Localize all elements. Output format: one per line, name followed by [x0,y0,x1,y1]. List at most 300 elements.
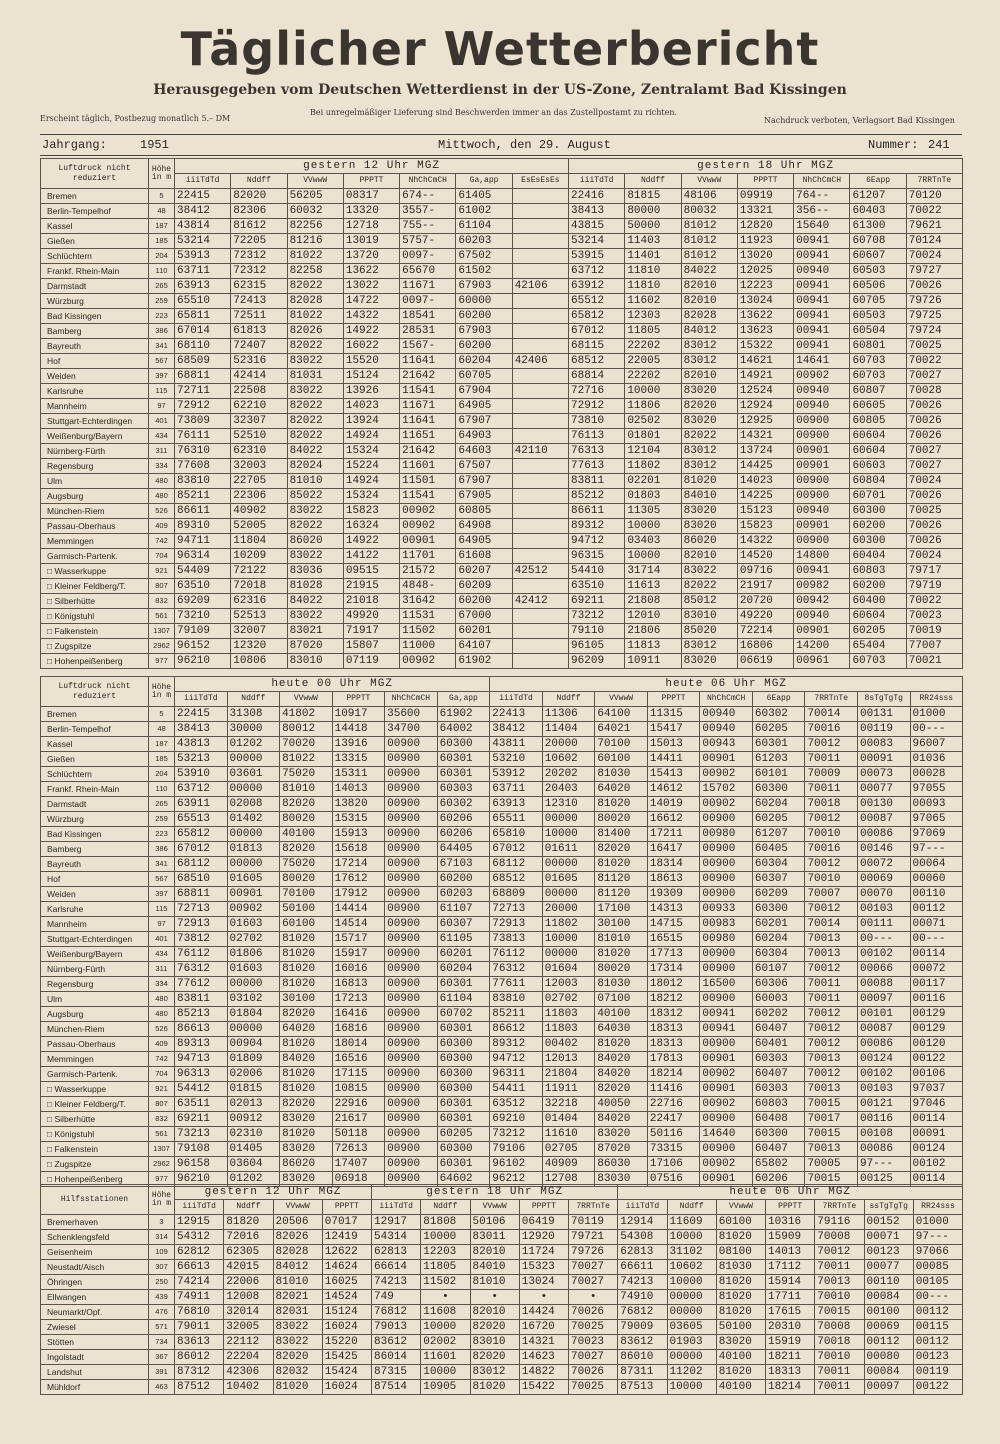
observation-code: 00900 [700,812,753,827]
observation-code: 12708 [542,1172,595,1187]
observation-code: 70013 [805,1082,858,1097]
observation-code: 72205 [231,234,287,249]
table-row [41,1157,963,1172]
observation-code: 15422 [519,1380,568,1395]
observation-code: 08100 [716,1245,765,1260]
observations-table-today [40,676,963,1187]
observation-code: 83012 [681,354,737,369]
observation-code: 00000 [227,977,280,992]
observation-code: 00110 [864,1275,913,1290]
observation-code: 60032 [287,204,343,219]
observation-code: 82028 [273,1245,322,1260]
station-height: 223 [149,309,175,324]
observation-code: 30000 [227,722,280,737]
observation-code: 18313 [766,1365,815,1380]
code-column-header: PPPTT [519,1200,568,1215]
observation-code: 84022 [681,264,737,279]
observation-code: 12622 [322,1245,371,1260]
observation-code [512,549,568,564]
code-column-header: 6Eapp [752,692,805,707]
observation-code: 00900 [385,902,438,917]
observation-code: 77612 [175,977,228,992]
observation-code: 15913 [332,827,385,842]
station-name: Augsburg [41,1007,149,1022]
observation-code: 83020 [595,1127,648,1142]
observation-code: 53915 [569,249,625,264]
station-name: □ Hohenpeißenberg [41,1172,149,1187]
observation-code: 60304 [752,857,805,872]
observation-code: 0097- [400,249,456,264]
observation-code: 00028 [910,767,963,782]
observation-code: 00983 [700,917,753,932]
observation-code: 00087 [857,1022,910,1037]
table-row [41,1127,963,1142]
table-row [41,1082,963,1097]
observation-code: 70025 [906,504,962,519]
observation-code: 82020 [280,1097,333,1112]
station-height: 110 [149,264,175,279]
station-height: 48 [149,722,175,737]
observation-code: 14641 [794,354,850,369]
observation-code: 00130 [857,797,910,812]
observation-code: 81020 [280,1082,333,1097]
station-name: Berlin-Tempelhof [41,722,149,737]
observation-code: 60705 [456,369,512,384]
observation-code: 00129 [910,1007,963,1022]
observation-code: 20000 [542,902,595,917]
observation-code: 61104 [437,992,490,1007]
observation-code: 00900 [794,534,850,549]
observation-code: 10602 [667,1260,716,1275]
table-row [41,369,963,384]
observation-code: 60803 [850,564,906,579]
observation-code: 00900 [794,474,850,489]
observation-code: 13622 [737,309,793,324]
observation-code: 01000 [910,707,963,722]
observation-code: 87512 [175,1380,224,1395]
observation-code: 22005 [625,354,681,369]
observation-code [512,309,568,324]
observation-code: 00121 [857,1097,910,1112]
observation-code: 11609 [667,1215,716,1230]
observation-code: 67903 [456,279,512,294]
code-column-header: EsEsEsEs [512,174,568,189]
observation-code: 11671 [400,279,456,294]
observation-code: 10000 [625,519,681,534]
observation-code: 81030 [716,1260,765,1275]
observation-code: 79727 [906,264,962,279]
observation-code: 96212 [490,1172,543,1187]
observation-code: 10209 [231,549,287,564]
observation-code: 83020 [681,504,737,519]
observation-code: 60703 [850,369,906,384]
observation-code: 764-- [794,189,850,204]
station-name: Nürnberg-Fürth [41,444,149,459]
observation-code: 14013 [766,1245,815,1260]
observation-code [512,294,568,309]
issue-date: Mittwoch, den 29. August [438,138,611,152]
station-height: 341 [149,339,175,354]
observation-code: 22413 [490,707,543,722]
station-height: 223 [149,827,175,842]
observation-code: 82010 [681,369,737,384]
observation-code: 60403 [850,204,906,219]
observation-code: 22416 [569,189,625,204]
observation-code: 79109 [175,624,231,639]
observation-code: 60300 [850,504,906,519]
station-name: Neumarkt/Opf. [41,1305,149,1320]
observation-code: 42406 [512,354,568,369]
observation-code: 00112 [913,1335,962,1350]
observation-code: 60200 [850,579,906,594]
observation-code: 60701 [850,489,906,504]
observation-code: 00900 [385,1082,438,1097]
station-height: 204 [149,249,175,264]
observation-code: 79108 [175,1142,228,1157]
observation-code: 81020 [280,1037,333,1052]
observation-code: 73809 [175,414,231,429]
observation-code: 60604 [850,609,906,624]
observation-code: 00900 [385,797,438,812]
observation-code: 97--- [913,1230,962,1245]
observation-code: 60405 [752,842,805,857]
observation-code: 70024 [906,249,962,264]
observation-code: 0097- [400,294,456,309]
observation-code: 14612 [647,782,700,797]
observation-code: 00000 [542,812,595,827]
observation-code: 60301 [437,767,490,782]
observation-code: 94712 [569,534,625,549]
observation-code: 00102 [910,1157,963,1172]
observation-code: 70012 [805,812,858,827]
observation-code: 70027 [906,459,962,474]
observation-code [512,474,568,489]
observation-code: 60206 [437,827,490,842]
observation-code: 00900 [385,1067,438,1082]
observation-code: 00112 [910,902,963,917]
observation-code: 02008 [227,797,280,812]
observation-code: 73210 [175,609,231,624]
observation-code: 82020 [595,842,648,857]
observation-code: 97069 [910,827,963,842]
observation-code: 15425 [322,1350,371,1365]
observation-code: 10000 [542,932,595,947]
observation-code: 50100 [280,902,333,917]
observation-code: 96105 [569,639,625,654]
station-name: Frankf. Rhein-Main [41,264,149,279]
observation-code: 11813 [625,639,681,654]
observation-code: 21806 [625,624,681,639]
observation-code: 00900 [385,752,438,767]
observation-code: 73212 [490,1127,543,1142]
station-height: 921 [149,564,175,579]
observation-code: 11404 [542,722,595,737]
observation-code: 12920 [519,1230,568,1245]
observation-code: 83012 [470,1365,519,1380]
observation-code: 17314 [647,962,700,977]
observation-code: 94711 [175,534,231,549]
observation-code: 79110 [569,624,625,639]
observation-code: 67907 [456,474,512,489]
observation-code: 00000 [542,947,595,962]
observation-code: 08317 [343,189,399,204]
observation-code: 10000 [421,1320,470,1335]
observation-code: 3557- [400,204,456,219]
observation-code: 97--- [857,1157,910,1172]
station-name: □ Falkenstein [41,624,149,639]
observation-code: 79726 [569,1245,618,1260]
observation-code: 10000 [421,1365,470,1380]
station-height: 265 [149,279,175,294]
observation-code: 16024 [322,1380,371,1395]
observation-code: 14624 [322,1260,371,1275]
observation-code: 83022 [681,564,737,579]
observation-code: 64107 [456,639,512,654]
observation-code: 00000 [667,1305,716,1320]
observation-code: 83810 [175,474,231,489]
table-row [41,1275,963,1290]
observation-code: 00941 [700,1007,753,1022]
station-name: Gießen [41,234,149,249]
station-name: Würzburg [41,812,149,827]
observation-code: 89313 [175,1037,228,1052]
observation-code: 00900 [385,1157,438,1172]
table-row [41,1320,963,1335]
observation-code: 81010 [280,782,333,797]
observation-code: 60703 [850,654,906,669]
observation-code: 00000 [667,1350,716,1365]
observation-code: 00901 [700,752,753,767]
observation-code: 70011 [805,977,858,992]
observation-code: 00900 [700,872,753,887]
nummer-value: 241 [928,138,950,152]
observation-code: 76313 [569,444,625,459]
table-row [41,1097,963,1112]
observation-code: 54411 [490,1082,543,1097]
observation-code: 43814 [175,219,231,234]
table-row [41,1067,963,1082]
observation-code: 53910 [175,767,228,782]
observation-code: 11305 [625,504,681,519]
observation-code: 82306 [231,204,287,219]
observation-code: 83811 [569,474,625,489]
station-name: Frankf. Rhein-Main [41,782,149,797]
observation-code: 60100 [280,917,333,932]
observation-code: 22716 [647,1097,700,1112]
observation-code: 70016 [805,722,858,737]
observation-code: 13622 [343,264,399,279]
observation-code: 83020 [681,519,737,534]
observation-code: 02702 [227,932,280,947]
observation-code: 00091 [910,1127,963,1142]
observation-code: 64602 [437,1172,490,1187]
observation-code: 15124 [322,1305,371,1320]
observation-code: 60801 [850,339,906,354]
observation-code: 74911 [175,1290,224,1305]
observation-code: 18214 [647,1067,700,1082]
observation-code: 60304 [752,947,805,962]
observation-code: 60201 [437,947,490,962]
observation-code: 00900 [700,857,753,872]
observation-code: 70017 [805,1112,858,1127]
observation-code: 60203 [437,887,490,902]
observation-code: 81020 [595,1037,648,1052]
station-height: 476 [149,1305,175,1320]
station-height: 526 [149,504,175,519]
code-column-header: Nddff [227,692,280,707]
observation-code: 70013 [815,1275,864,1290]
observation-code: 60301 [437,1157,490,1172]
observation-code: 22006 [224,1275,273,1290]
station-name: □ Königstuhl [41,1127,149,1142]
observation-code: 60202 [752,1007,805,1022]
observation-code: 02006 [227,1067,280,1082]
observation-code: 01803 [625,489,681,504]
observation-code: 14924 [343,429,399,444]
observation-code: 66613 [175,1260,224,1275]
observation-code: 60206 [752,1172,805,1187]
observation-code: 82022 [287,414,343,429]
station-height: 265 [149,797,175,812]
observation-code: 14225 [737,489,793,504]
observation-code: 00961 [794,654,850,669]
observation-code: 70011 [805,752,858,767]
observation-code: 11805 [625,324,681,339]
observation-code: 00072 [857,857,910,872]
table-row [41,294,963,309]
observation-code: 12924 [737,399,793,414]
issue-info-bar [40,134,962,156]
code-column-header: 7RRTnTe [569,1200,618,1215]
observation-code: 17213 [332,992,385,1007]
table-corner-label: Luftdruck nicht reduziert [41,159,149,189]
observation-code: 84010 [470,1260,519,1275]
observation-code: 60306 [752,977,805,992]
observation-code: 00902 [400,519,456,534]
observation-code: 63712 [175,782,228,797]
table-row [41,1380,963,1395]
observation-code: 65802 [752,1157,805,1172]
observation-code: 82020 [470,1350,519,1365]
observation-code: 64020 [280,1022,333,1037]
observation-code: 50100 [716,1320,765,1335]
observation-code: 01804 [227,1007,280,1022]
table-row [41,654,963,669]
observation-code: 70024 [906,549,962,564]
code-column-header: VVwwW [280,692,333,707]
observation-code: 81808 [421,1215,470,1230]
station-height: 434 [149,947,175,962]
observation-code: 60100 [716,1215,765,1230]
code-column-header: iiiTdTd [175,174,231,189]
observation-code: 14621 [737,354,793,369]
observation-code: 13926 [343,384,399,399]
observation-code: 60209 [752,887,805,902]
observation-code: 60503 [850,264,906,279]
station-height: 480 [149,474,175,489]
observation-code: 4848- [400,579,456,594]
observation-code: 13720 [343,249,399,264]
observation-code: 76812 [618,1305,667,1320]
observation-code: 68112 [175,857,228,872]
observation-code: 70124 [906,234,962,249]
observation-code: 73213 [175,1127,228,1142]
observation-code: 00901 [794,519,850,534]
table-corner-label: Hilfsstationen [41,1185,149,1215]
observation-code: 12320 [231,639,287,654]
observation-code: 87020 [595,1142,648,1157]
table-row [41,962,963,977]
observation-code: 87315 [372,1365,421,1380]
observation-code: 00900 [700,1112,753,1127]
observation-code: 50116 [647,1127,700,1142]
code-column-header: VVwwW [273,1200,322,1215]
observation-code: 00900 [385,977,438,992]
observation-code: 00900 [794,489,850,504]
observation-code: 83613 [175,1335,224,1350]
observation-code: 40100 [280,827,333,842]
observation-code: 70025 [569,1320,618,1335]
observation-code: 68809 [490,887,543,902]
table-row [41,354,963,369]
observation-code: 63911 [175,797,228,812]
observation-code: 15323 [519,1260,568,1275]
observation-code: 00900 [385,1022,438,1037]
observation-code: 48106 [681,189,737,204]
observation-code: 86612 [490,1022,543,1037]
observation-code: 13724 [737,444,793,459]
observation-code: 00102 [857,1067,910,1082]
observation-code: 14623 [519,1350,568,1365]
observation-code: 02310 [227,1127,280,1142]
observation-code: 86613 [175,1022,228,1037]
observation-code: 00122 [910,1052,963,1067]
observation-code: 00900 [385,872,438,887]
observation-code: 70026 [906,519,962,534]
observation-code: 60200 [437,872,490,887]
observation-code: 82010 [681,294,737,309]
observation-code: 12013 [542,1052,595,1067]
observation-code: 54314 [372,1230,421,1245]
observation-code: 18313 [647,1037,700,1052]
observation-code: 60204 [752,932,805,947]
observation-code: 20403 [542,782,595,797]
station-height: 401 [149,414,175,429]
masthead-subtitle: Herausgegeben vom Deutschen Wetterdienst in der US-Zone, Zentralamt Bad Kissingen [153,82,847,98]
observation-code: 00902 [400,654,456,669]
observation-code: 82021 [273,1290,322,1305]
table-row [41,1245,963,1260]
observation-code: 12223 [737,279,793,294]
station-name: Bremen [41,189,149,204]
observation-code: 11641 [400,354,456,369]
observation-code: 89312 [569,519,625,534]
observation-code: 61104 [456,219,512,234]
observation-code: 10000 [421,1230,470,1245]
table-row [41,564,963,579]
observation-code: 15919 [766,1335,815,1350]
observation-code: 01813 [227,842,280,857]
observation-code: 82258 [287,264,343,279]
observation-code: 82022 [681,579,737,594]
observation-code: 60400 [850,594,906,609]
observation-code: 02002 [421,1335,470,1350]
time-group-header: gestern 18 Uhr MGZ [569,159,963,174]
observation-code: 94713 [175,1052,228,1067]
observation-code: 70026 [906,534,962,549]
observation-code: 84010 [681,489,737,504]
observation-code: 70012 [805,1067,858,1082]
